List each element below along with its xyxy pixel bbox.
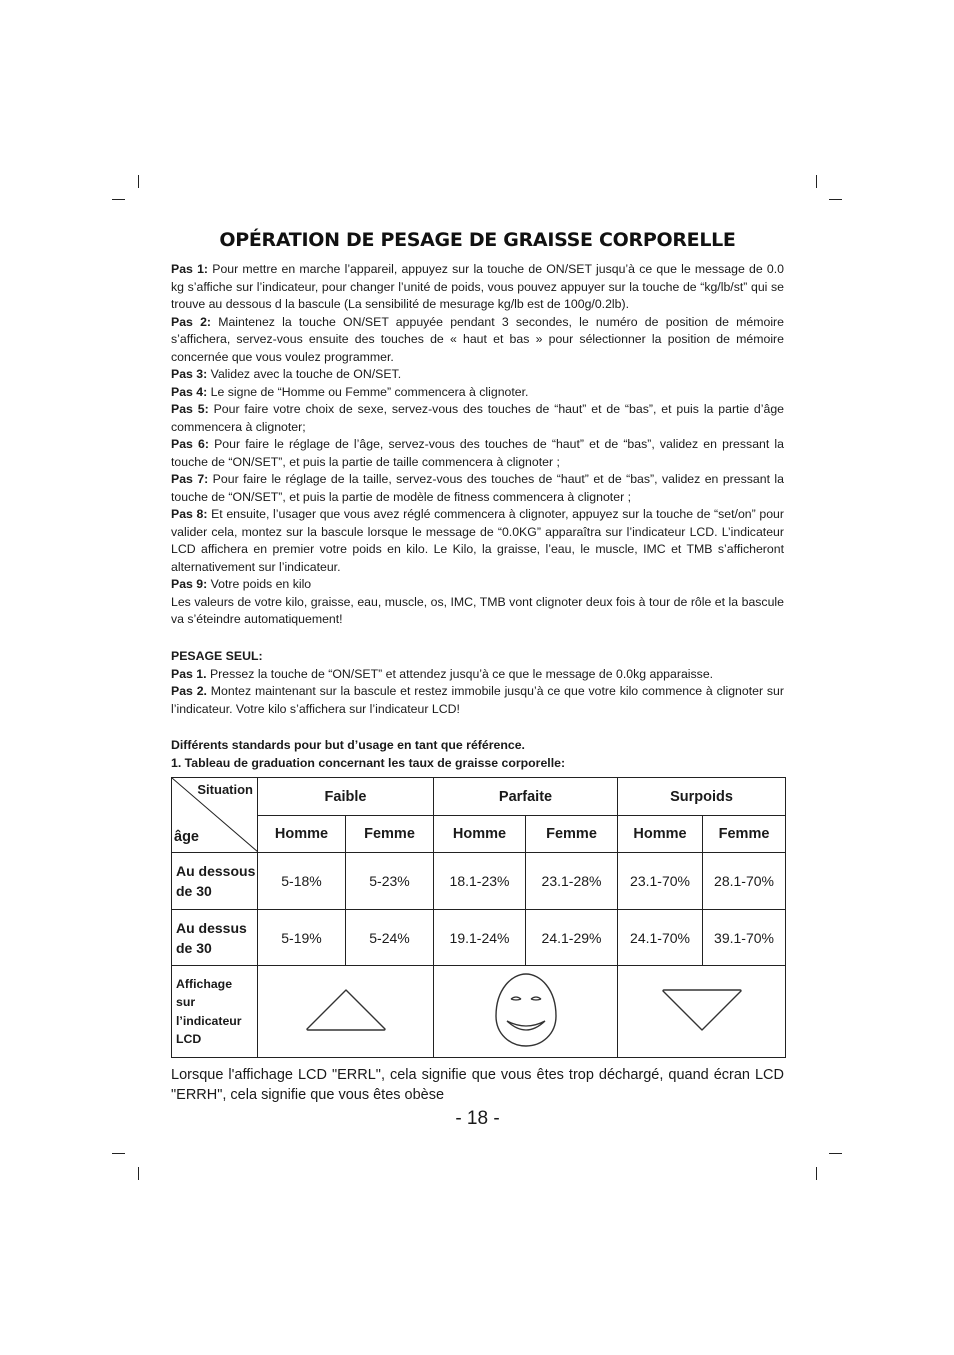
pesage-step-2 (171, 683, 784, 718)
age-line: de 30 (176, 883, 212, 899)
lcd-label-line: l’indicateur (176, 1013, 242, 1028)
value-cell: 24.1-70% (618, 910, 703, 966)
step-3 (171, 366, 784, 384)
value-cell: 39.1-70% (703, 910, 786, 966)
crop-mark (816, 175, 817, 188)
age-cell (172, 853, 258, 910)
step-text: Maintenez la touche ON/SET appuyée pendant 3 secondes, le numéro de position de mémoire s’affichera, servez-vous ensuite des touches de « haut et bas » pour sélectionner la position de mémoire concernée que vous voulez programmer. (171, 314, 784, 364)
crop-mark (112, 1153, 125, 1154)
step-text: Pour faire le réglage de l’âge, servez-vous des touches de “haut” et de “bas”, validez en pressant la touche de “ON/SET”, et puis la partie de taille commencera à clignoter ; (171, 437, 784, 469)
step-text: Pour mettre en marche l’appareil, appuyez sur la touche de ON/SET jusqu’à ce que le message de 0.0 kg s’affiche sur l’indicateur, pour changer l’unité de poids, vous pouvez appuyer sur la touche de “kg/lb/st” qui se trouve au dessous d la bascule (La sensibilité de mesurage kg/lb est de 100g/0.2lb). (171, 262, 784, 311)
step-label: Pas 4: (171, 384, 208, 399)
group-header-faible: Faible (258, 778, 434, 816)
pesage-seul-section (171, 648, 784, 718)
error-note: Lorsque l'affichage LCD "ERRL", cela signifie que vous êtes trop déchargé, quand écran LCD "ERRH", cela signifie que vous êtes obèse (171, 1067, 784, 1103)
step-text: Les valeurs de votre kilo, graisse, eau, muscle, os, IMC, TMB vont clignoter deux fois à tour de rôle et la bascule va s’éteindre automatiquement! (171, 594, 784, 626)
step-1 (171, 261, 784, 314)
step-2 (171, 314, 784, 367)
age-line: Au dessous (176, 863, 256, 879)
smiley-face-icon (494, 971, 558, 1049)
age-cell (172, 910, 258, 966)
lcd-icon-cell (434, 966, 618, 1058)
age-line: Au dessus (176, 919, 247, 936)
step-text: Votre poids en kilo (207, 577, 312, 591)
value-cell: 18.1-23% (434, 853, 526, 910)
lcd-label-line: LCD (176, 1032, 202, 1046)
steps-section (171, 261, 784, 629)
table-row (172, 910, 786, 966)
lcd-label-cell (172, 966, 258, 1058)
step-label: Pas 3: (171, 367, 208, 381)
value-cell: 5-19% (258, 910, 346, 966)
step-label: Pas 2. (171, 684, 207, 698)
step-label: Pas 8: (171, 507, 208, 521)
triangle-down-icon (661, 987, 743, 1033)
step-text: Pour faire le réglage de la taille, servez-vous des touches de “haut” et de “bas”, validez en pressant la touche de “ON/SET”, et puis la partie de modèle de fitness commencera à clignoter ; (171, 472, 784, 504)
table-caption: 1. Tableau de graduation concernant les taux de graisse corporelle: (171, 756, 566, 770)
lcd-label-line: Affichage (176, 976, 233, 991)
step-text: Montez maintenant sur la bascule et restez immobile jusqu’à ce que votre kilo commence à clignoter sur l’indicateur. Votre kilo s’affichera sur l’indicateur LCD! (171, 684, 784, 716)
group-header-parfaite: Parfaite (434, 778, 618, 816)
crop-mark (112, 199, 125, 200)
step-6 (171, 436, 784, 471)
triangle-up-icon (305, 987, 387, 1033)
sub-header-homme: Homme (618, 816, 703, 853)
value-cell: 5-24% (346, 910, 434, 966)
pesage-step-1 (171, 666, 784, 684)
table-corner-cell (172, 778, 258, 853)
sub-header-homme: Homme (258, 816, 346, 853)
value-cell: 5-23% (346, 853, 434, 910)
group-header-surpoids: Surpoids (618, 778, 786, 816)
value-cell: 24.1-29% (526, 910, 618, 966)
section-heading: PESAGE SEUL: (171, 649, 263, 663)
crop-mark (829, 1153, 842, 1154)
step-9 (171, 576, 784, 594)
page-title: OPÉRATION DE PESAGE DE GRAISSE CORPORELLE (219, 229, 736, 251)
step-5 (171, 401, 784, 436)
value-cell: 28.1-70% (703, 853, 786, 910)
lcd-icon-cell (618, 966, 786, 1058)
age-line: de 30 (176, 939, 212, 956)
standards-section (171, 736, 784, 772)
crop-mark (816, 1167, 817, 1180)
step-7 (171, 471, 784, 506)
value-cell: 23.1-70% (618, 853, 703, 910)
standards-heading: Différents standards pour but d’usage en tant que référence. (171, 738, 525, 752)
situation-label: Situation (197, 782, 253, 797)
value-cell: 5-18% (258, 853, 346, 910)
step-label: Pas 5: (171, 402, 209, 416)
step-label: Pas 7: (171, 472, 209, 486)
body-fat-table (171, 777, 786, 1058)
step-4 (171, 384, 784, 402)
step-label: Pas 6: (171, 437, 209, 451)
sub-header-femme: Femme (346, 816, 434, 853)
step-text: Validez avec la touche de ON/SET. (207, 367, 402, 381)
crop-mark (138, 175, 139, 188)
step-label: Pas 9: (171, 577, 208, 591)
value-cell: 23.1-28% (526, 853, 618, 910)
step-text: Le signe de “Homme ou Femme” commencera à clignoter. (207, 384, 529, 399)
crop-mark (829, 199, 842, 200)
lcd-label-line: sur (176, 995, 196, 1009)
lcd-icon-cell (258, 966, 434, 1058)
lcd-row (172, 966, 786, 1058)
step-label: Pas 2: (171, 314, 212, 329)
crop-mark (138, 1167, 139, 1180)
sub-header-homme: Homme (434, 816, 526, 853)
step-8 (171, 506, 784, 576)
step-conclusion (171, 594, 784, 629)
age-label: âge (174, 829, 199, 845)
step-text: Pour faire votre choix de sexe, servez-vous des touches de “haut” et de “bas”, et puis la partie d’âge commencera à clignoter; (171, 402, 784, 434)
step-text: Pressez la touche de “ON/SET” et attendez jusqu’à ce que le message de 0.0kg apparaisse. (206, 666, 714, 681)
sub-header-femme: Femme (526, 816, 618, 853)
step-label: Pas 1: (171, 262, 209, 276)
page-number: - 18 - (455, 1108, 500, 1129)
value-cell: 19.1-24% (434, 910, 526, 966)
step-label: Pas 1. (171, 666, 207, 681)
step-text: Et ensuite, l’usager que vous avez réglé commencera à clignoter, appuyez sur la touche de “set/on” pour valider cela, montez sur la bascule lorsque le message de “0.0KG” apparaîtra sur l’indicateur LCD. L’indicateur LCD affichera en premier votre poids en kilo. Le Kilo, la graisse, l’eau, le muscle, IMC et TMB s’afficheront alternativement sur l’indicateur. (171, 507, 784, 574)
table-row (172, 853, 786, 910)
sub-header-femme: Femme (703, 816, 786, 853)
